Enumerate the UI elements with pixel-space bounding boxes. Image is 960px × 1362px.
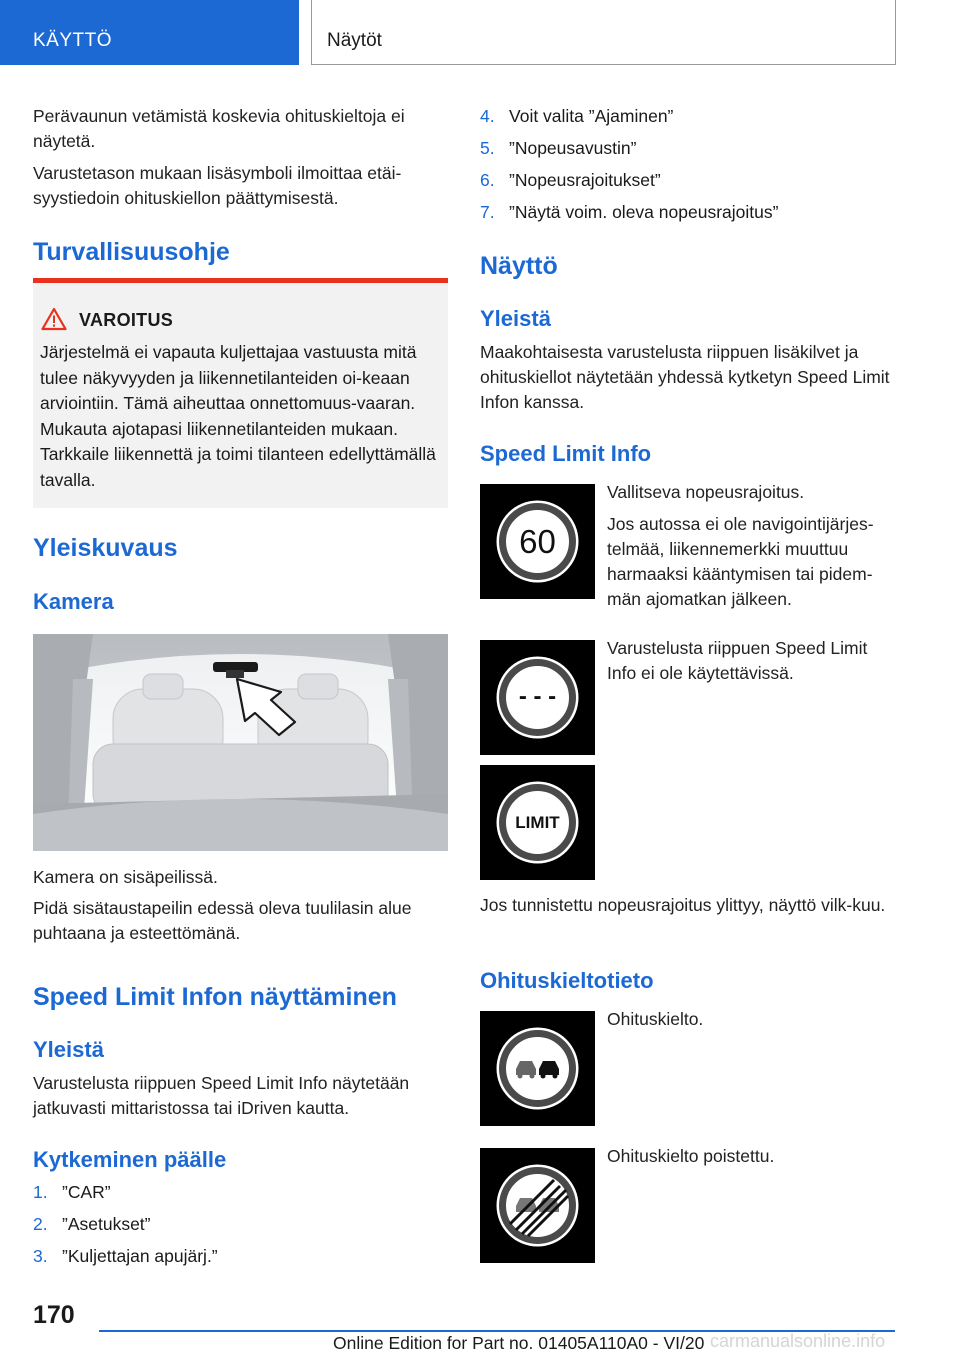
exceed-text: Jos tunnistettu nopeusrajoitus ylittyy, näyttö vilk-kuu. [480,895,886,915]
switch-on-heading: Kytkeminen päälle [33,1147,227,1172]
chapter-label: KÄYTTÖ [33,30,113,51]
speed-limit-60-sign [480,484,595,599]
list-item: 5. ”Nopeusavustin” [480,138,637,158]
speed-limit-exceeded-sign [480,765,595,880]
display-heading: Näyttö [480,252,558,280]
general-heading-left: Yleistä [33,1037,104,1062]
sign-value-dashes: - - - [518,683,557,710]
list-item: 7. ”Näytä voim. oleva nopeusrajoitus” [480,202,779,222]
sign-value-limit: LIMIT [515,813,560,832]
intro-paragraph-2: Varustetason mukaan lisäsymboli ilmoittaa etäi-syystiedoin ohituskiellon päättymisestä. [33,163,402,208]
sign-unavailable-text: Varustelusta riippuen Speed Limit Info ei ole käytettävissä. [607,638,868,683]
sign-60-text-1: Vallitseva nopeusrajoitus. [607,482,805,502]
list-item: 6. ”Nopeusrajoitukset” [480,170,661,190]
camera-heading: Kamera [33,589,114,614]
section-title: Näytöt [327,30,382,51]
camera-location-image [33,634,448,851]
page-number: 170 [33,1301,75,1329]
list-item: 2. ”Asetukset” [33,1214,151,1234]
speed-limit-unavailable-sign [480,640,595,755]
general-text-left: Varustelusta riippuen Speed Limit Info näytetään jatkuvasti mittaristossa tai iDriven kautta. [33,1073,410,1118]
edition-text: Online Edition for Part no. 01405A110A0 - VI/20 [333,1333,705,1353]
list-item: 4. Voit valita ”Ajaminen” [480,106,674,126]
warning-text: Järjestelmä ei vapauta kuljettajaa vastuusta mitä tulee näkyvyyden ja liikennetilanteiden oi-keaan arviointiin. Tämä aiheuttaa onnettomuus-vaaran. Mukauta ajotapasi liikennetilanteiden mukaan. Tarkkaile liikennettä ja toimi tilanteen edellyttämällä tavalla. [40,342,436,490]
list-item: 3. ”Kuljettajan apujärj.” [33,1246,218,1266]
sign-value-60: 60 [519,523,556,560]
car-interior-illustration [33,634,448,851]
camera-caption-1: Kamera on sisäpeilissä. [33,867,218,887]
chapter-tab [0,0,299,65]
warning-box [33,278,448,508]
sli-heading: Speed Limit Info [480,441,652,466]
safety-heading: Turvallisuusohje [33,238,230,266]
steps-list-left [33,1176,448,1272]
end-no-overtaking-sign [480,1148,595,1263]
camera-caption-2: Pidä sisätaustapeilin edessä oleva tuulilasin alue puhtaana ja esteettömänä. [33,898,412,943]
section-header [311,0,896,65]
overtaking-text: Ohituskielto. [607,1009,704,1029]
no-overtaking-sign [480,1011,595,1126]
watermark-text: carmanualsonline.info [710,1331,886,1351]
warning-triangle-icon [41,307,67,331]
sign-60-text-2: Jos autossa ei ole navigointijärjes-telmää, liikennemerkki muuttuu harmaaksi kääntymisen tai pidem-män ajomatkan jälkeen. [607,514,874,609]
steps-list-right [480,100,898,228]
general-text-right: Maakohtaisesta varustelusta riippuen lisäkilvet ja ohituskiellot näytetään yhdessä kytketyn Speed Limit Infon kanssa. [480,342,890,412]
intro-paragraph-1: Perävaunun vetämistä koskevia ohituskieltoja ei näytetä. [33,106,405,151]
warning-title: VAROITUS [79,310,174,330]
overview-heading: Yleiskuvaus [33,534,178,562]
list-item: 1. ”CAR” [33,1182,111,1202]
overtaking-end-text: Ohituskielto poistettu. [607,1146,775,1166]
overtaking-heading: Ohituskieltotieto [480,968,654,993]
general-heading-right: Yleistä [480,306,551,331]
sli-display-heading: Speed Limit Infon näyttäminen [33,983,397,1011]
